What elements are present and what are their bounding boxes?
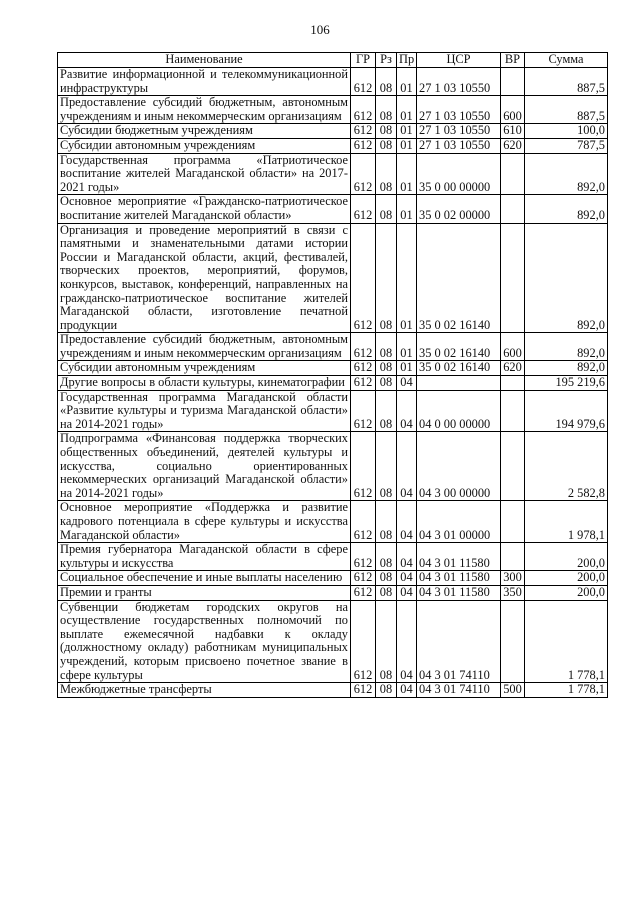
page-number: 106 — [310, 22, 330, 37]
table-row — [58, 432, 608, 501]
row-sum: 200,0 — [525, 571, 608, 586]
row-pr: 04 — [397, 390, 417, 432]
table-row — [58, 333, 608, 361]
row-sum: 887,5 — [525, 68, 608, 96]
row-name: Субсидии автономным учреждениям — [58, 361, 351, 376]
row-vr — [501, 432, 525, 501]
row-gr: 612 — [351, 501, 376, 543]
row-gr: 612 — [351, 432, 376, 501]
header-vr: ВР — [501, 53, 525, 68]
row-rz: 08 — [376, 96, 397, 124]
row-pr: 04 — [397, 501, 417, 543]
row-sum: 1 778,1 — [525, 683, 608, 698]
row-csr: 04 3 01 11580 — [417, 543, 501, 571]
row-gr: 612 — [351, 68, 376, 96]
row-name: Субвенции бюджетам городских округов на осуществление государственных полномочий по выплате ежемесячной надбавки к окладу (должностному окладу) работникам муниципальных учреждений, которым присвоено почетное звание в сфере культуры — [58, 600, 351, 683]
row-gr: 612 — [351, 195, 376, 223]
row-gr: 612 — [351, 333, 376, 361]
row-pr: 01 — [397, 96, 417, 124]
row-name: Другие вопросы в области культуры, кинематографии — [58, 376, 351, 391]
row-csr: 04 0 00 00000 — [417, 390, 501, 432]
row-vr — [501, 68, 525, 96]
row-pr: 01 — [397, 195, 417, 223]
row-pr: 04 — [397, 432, 417, 501]
row-rz: 08 — [376, 571, 397, 586]
row-vr: 500 — [501, 683, 525, 698]
row-pr: 01 — [397, 223, 417, 333]
table-row — [58, 683, 608, 698]
row-rz: 08 — [376, 68, 397, 96]
row-vr — [501, 543, 525, 571]
row-gr: 612 — [351, 153, 376, 195]
table-row — [58, 543, 608, 571]
row-pr: 04 — [397, 543, 417, 571]
row-pr: 01 — [397, 153, 417, 195]
row-rz: 08 — [376, 600, 397, 683]
row-rz: 08 — [376, 432, 397, 501]
row-name: Государственная программа Магаданской области «Развитие культуры и туризма Магаданской области» на 2014-2021 годы» — [58, 390, 351, 432]
header-pr: Пр — [397, 53, 417, 68]
row-vr — [501, 195, 525, 223]
header-gr: ГР — [351, 53, 376, 68]
row-vr: 610 — [501, 124, 525, 139]
row-pr: 04 — [397, 683, 417, 698]
table-row — [58, 585, 608, 600]
row-pr: 04 — [397, 600, 417, 683]
row-name: Межбюджетные трансферты — [58, 683, 351, 698]
table-row — [58, 600, 608, 683]
table-row — [58, 68, 608, 96]
table-row — [58, 501, 608, 543]
row-csr: 27 1 03 10550 — [417, 138, 501, 153]
row-vr — [501, 153, 525, 195]
row-rz: 08 — [376, 124, 397, 139]
row-gr: 612 — [351, 585, 376, 600]
row-name: Государственная программа «Патриотическое воспитание жителей Магаданской области» на 2017-2021 годы» — [58, 153, 351, 195]
row-name: Основное мероприятие «Гражданско-патриотическое воспитание жителей Магаданской области» — [58, 195, 351, 223]
row-name: Развитие информационной и телекоммуникационной инфраструктуры — [58, 68, 351, 96]
row-csr: 27 1 03 10550 — [417, 124, 501, 139]
row-gr: 612 — [351, 600, 376, 683]
row-csr: 04 3 00 00000 — [417, 432, 501, 501]
row-csr: 04 3 01 74110 — [417, 600, 501, 683]
row-gr: 612 — [351, 390, 376, 432]
budget-table — [57, 52, 608, 698]
row-rz: 08 — [376, 138, 397, 153]
row-name: Субсидии автономным учреждениям — [58, 138, 351, 153]
row-csr: 35 0 02 00000 — [417, 195, 501, 223]
row-name: Организация и проведение мероприятий в связи с памятными и знаменательными датами истории России и Магаданской области, акций, фестивалей, творческих проектов, мероприятий, форумов, конкурсов, выставок, конференций, направленных на гражданско-патриотическое воспитание жителей Магаданской области, изготовление печатной продукции — [58, 223, 351, 333]
row-csr: 04 3 01 11580 — [417, 585, 501, 600]
row-pr: 04 — [397, 585, 417, 600]
header-name: Наименование — [58, 53, 351, 68]
row-vr: 600 — [501, 96, 525, 124]
header-rz: Рз — [376, 53, 397, 68]
row-rz: 08 — [376, 223, 397, 333]
row-sum: 787,5 — [525, 138, 608, 153]
header-sum: Сумма — [525, 53, 608, 68]
row-name: Подпрограмма «Финансовая поддержка творческих общественных объединений, деятелей культуры и искусства, социально ориентированных некоммерческих организаций Магаданской области» на 2014-2021 годы» — [58, 432, 351, 501]
row-sum: 195 219,6 — [525, 376, 608, 391]
table-row — [58, 153, 608, 195]
row-rz: 08 — [376, 501, 397, 543]
row-name: Премия губернатора Магаданской области в сфере культуры и искусства — [58, 543, 351, 571]
row-sum: 2 582,8 — [525, 432, 608, 501]
table-row — [58, 390, 608, 432]
row-csr: 35 0 02 16140 — [417, 223, 501, 333]
row-rz: 08 — [376, 361, 397, 376]
row-rz: 08 — [376, 376, 397, 391]
row-pr: 01 — [397, 333, 417, 361]
row-rz: 08 — [376, 153, 397, 195]
row-vr — [501, 600, 525, 683]
row-name: Субсидии бюджетным учреждениям — [58, 124, 351, 139]
row-vr — [501, 390, 525, 432]
row-sum: 887,5 — [525, 96, 608, 124]
row-vr: 620 — [501, 138, 525, 153]
row-sum: 892,0 — [525, 153, 608, 195]
row-gr: 612 — [351, 124, 376, 139]
row-rz: 08 — [376, 333, 397, 361]
row-gr: 612 — [351, 376, 376, 391]
row-csr: 04 3 01 11580 — [417, 571, 501, 586]
row-gr: 612 — [351, 571, 376, 586]
row-sum: 194 979,6 — [525, 390, 608, 432]
row-csr: 35 0 02 16140 — [417, 361, 501, 376]
row-sum: 892,0 — [525, 223, 608, 333]
row-csr: 04 3 01 00000 — [417, 501, 501, 543]
row-sum: 892,0 — [525, 333, 608, 361]
row-gr: 612 — [351, 96, 376, 124]
row-vr — [501, 223, 525, 333]
table-row — [58, 96, 608, 124]
row-vr: 600 — [501, 333, 525, 361]
row-sum: 892,0 — [525, 195, 608, 223]
row-sum: 1 778,1 — [525, 600, 608, 683]
row-csr: 27 1 03 10550 — [417, 68, 501, 96]
row-sum: 892,0 — [525, 361, 608, 376]
row-pr: 04 — [397, 571, 417, 586]
table-header-row — [58, 53, 608, 68]
row-rz: 08 — [376, 195, 397, 223]
table-row — [58, 376, 608, 391]
row-sum: 1 978,1 — [525, 501, 608, 543]
row-name: Основное мероприятие «Поддержка и развитие кадрового потенциала в сфере культуры и искусства Магаданской области» — [58, 501, 351, 543]
row-gr: 612 — [351, 361, 376, 376]
table-row — [58, 138, 608, 153]
row-gr: 612 — [351, 543, 376, 571]
row-vr — [501, 376, 525, 391]
row-csr: 35 0 00 00000 — [417, 153, 501, 195]
row-csr: 04 3 01 74110 — [417, 683, 501, 698]
row-sum: 200,0 — [525, 585, 608, 600]
table-row — [58, 124, 608, 139]
row-vr: 300 — [501, 571, 525, 586]
table-row — [58, 361, 608, 376]
row-vr: 350 — [501, 585, 525, 600]
row-pr: 01 — [397, 68, 417, 96]
row-name: Социальное обеспечение и иные выплаты населению — [58, 571, 351, 586]
row-rz: 08 — [376, 683, 397, 698]
table-row — [58, 195, 608, 223]
row-vr — [501, 501, 525, 543]
row-pr: 01 — [397, 138, 417, 153]
row-csr: 35 0 02 16140 — [417, 333, 501, 361]
row-gr: 612 — [351, 683, 376, 698]
row-pr: 04 — [397, 376, 417, 391]
row-name: Предоставление субсидий бюджетным, автономным учреждениям и иным некоммерческим организациям — [58, 333, 351, 361]
row-rz: 08 — [376, 585, 397, 600]
row-pr: 01 — [397, 361, 417, 376]
row-rz: 08 — [376, 390, 397, 432]
row-sum: 200,0 — [525, 543, 608, 571]
table-row — [58, 571, 608, 586]
row-name: Премии и гранты — [58, 585, 351, 600]
row-gr: 612 — [351, 138, 376, 153]
row-csr — [417, 376, 501, 391]
row-name: Предоставление субсидий бюджетным, автономным учреждениям и иным некоммерческим организациям — [58, 96, 351, 124]
row-gr: 612 — [351, 223, 376, 333]
table-row — [58, 223, 608, 333]
row-csr: 27 1 03 10550 — [417, 96, 501, 124]
row-sum: 100,0 — [525, 124, 608, 139]
header-csr: ЦСР — [417, 53, 501, 68]
row-vr: 620 — [501, 361, 525, 376]
row-pr: 01 — [397, 124, 417, 139]
row-rz: 08 — [376, 543, 397, 571]
